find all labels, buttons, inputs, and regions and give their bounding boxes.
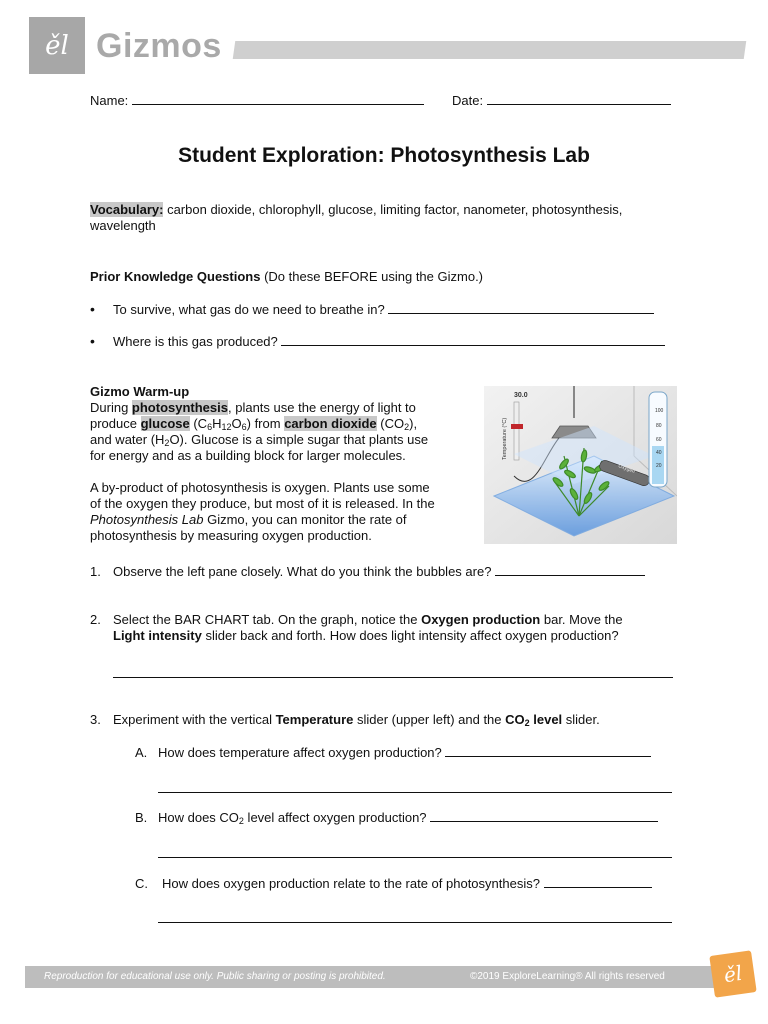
subscript: 12 <box>221 422 232 432</box>
header-bar <box>233 41 747 59</box>
cylinder-tick-label: 100 <box>655 408 664 414</box>
warmup-p2-line1: A by-product of photosynthesis is oxygen. Plants use some <box>90 480 430 495</box>
explorelearning-badge-icon <box>709 950 756 997</box>
text-run: Experiment with the vertical <box>113 712 276 727</box>
term-light-intensity: Light intensity <box>113 628 202 643</box>
prior-question-1-text: To survive, what gas do we need to breathe in? <box>113 302 385 317</box>
prior-question-2-text: Where is this gas produced? <box>113 334 278 349</box>
photosynthesis-lab-illustration <box>484 386 677 544</box>
text-run: slider back and forth. How does light intensity affect oxygen production? <box>201 628 619 643</box>
question-3c <box>162 876 652 892</box>
text-run: H <box>212 416 222 431</box>
date-blank[interactable] <box>487 93 671 105</box>
text-run: (C <box>189 416 208 431</box>
term-glucose: glucose <box>140 416 190 431</box>
vocabulary-terms: carbon dioxide, chlorophyll, glucose, limiting factor, nanometer, photosynthesis, <box>167 202 623 217</box>
text-run: , plants use the energy of light to <box>228 400 416 415</box>
warmup-p1-line1 <box>90 400 480 416</box>
prior-answer-2-blank[interactable] <box>281 334 665 346</box>
badge-text: ěl <box>722 960 744 988</box>
question-3b-label: B. <box>135 810 148 825</box>
question-3a-blank[interactable] <box>445 745 651 757</box>
question-2 <box>113 612 683 644</box>
vocabulary-label-hl <box>90 202 163 217</box>
text-run: ), <box>409 416 418 431</box>
subscript: 6 <box>241 422 247 432</box>
text-run: produce <box>90 416 141 431</box>
question-3c-blank[interactable] <box>544 876 652 888</box>
prior-knowledge-heading: Prior Knowledge Questions <box>90 269 261 284</box>
warmup-section <box>90 384 480 544</box>
question-1-number: 1. <box>90 564 101 579</box>
term-temperature: Temperature <box>275 712 354 727</box>
explorelearning-logo <box>29 17 85 74</box>
question-3c-label: C. <box>135 876 148 891</box>
text-run: slider. <box>562 712 600 727</box>
vocabulary-label: Vocabulary: <box>90 202 164 217</box>
text-run: O). Glucose is a simple sugar that plants use <box>169 432 429 447</box>
bullet-icon: • <box>90 333 95 349</box>
cylinder-tick-label: 20 <box>656 463 662 469</box>
subscript: 2 <box>238 816 244 826</box>
term-level: level <box>529 712 563 727</box>
warmup-p2-line3 <box>90 512 480 528</box>
subscript: 2 <box>524 718 530 728</box>
term-oxygen-production: Oxygen production <box>421 612 541 627</box>
subscript: 6 <box>207 422 213 432</box>
name-blank[interactable] <box>132 93 424 105</box>
term-carbon-dioxide: carbon dioxide <box>284 416 377 431</box>
question-3b-blank[interactable] <box>430 810 658 822</box>
term-photosynthesis: photosynthesis <box>131 400 228 415</box>
question-3a <box>158 745 651 761</box>
gizmo-name: Photosynthesis Lab <box>90 512 204 527</box>
text-run: O <box>231 416 242 431</box>
question-3c-text: How does oxygen production relate to the rate of photosynthesis? <box>162 876 540 891</box>
temperature-axis-label: Temperature (°C) <box>502 417 508 460</box>
page-title: Student Exploration: Photosynthesis Lab <box>178 144 590 167</box>
footer-disclaimer: Reproduction for educational use only. Public sharing or posting is prohibited. <box>44 971 386 982</box>
warmup-p1-line3 <box>90 432 480 448</box>
prior-question-2 <box>113 334 665 350</box>
logo-text: ěl <box>45 30 69 61</box>
date-field <box>452 93 671 109</box>
text-run: and water (H <box>90 432 165 447</box>
question-3 <box>113 712 600 728</box>
temperature-slider-handle <box>511 424 523 429</box>
text-run: During <box>90 400 132 415</box>
prior-question-1 <box>113 302 654 318</box>
bullet-icon: • <box>90 301 95 317</box>
question-3c-answer-line[interactable] <box>158 922 672 923</box>
subscript: 2 <box>404 422 410 432</box>
cylinder-tick-label: 40 <box>656 450 662 456</box>
question-3a-label: A. <box>135 745 148 760</box>
cylinder-tick-label: 60 <box>656 437 662 443</box>
question-3b-answer-line[interactable] <box>158 857 672 858</box>
warmup-p1-line4: for energy and as a building block for larger molecules. <box>90 448 406 463</box>
prior-knowledge-heading-row <box>90 269 483 285</box>
question-1-blank[interactable] <box>495 564 645 576</box>
name-label: Name: <box>90 93 129 108</box>
text-run: Select the BAR CHART tab. On the graph, notice the <box>113 612 422 627</box>
text-run: (CO <box>376 416 405 431</box>
question-3a-text: How does temperature affect oxygen production? <box>158 745 442 760</box>
text-run: How does CO <box>158 810 239 825</box>
text-run: ) from <box>246 416 285 431</box>
text-run: level affect oxygen production? <box>243 810 427 825</box>
footer-copyright: ©2019 ExploreLearning® All rights reserved <box>470 971 665 982</box>
warmup-heading: Gizmo Warm-up <box>90 384 190 399</box>
text-run: slider (upper left) and the <box>353 712 506 727</box>
question-3a-answer-line[interactable] <box>158 792 672 793</box>
warmup-p1-line2 <box>90 416 480 432</box>
name-field <box>90 93 424 109</box>
brand-name: Gizmos <box>96 27 222 65</box>
text-run: Gizmo, you can monitor the rate of <box>203 512 407 527</box>
prior-knowledge-note: (Do these BEFORE using the Gizmo.) <box>264 269 484 284</box>
question-2-number: 2. <box>90 612 101 627</box>
question-2-answer-line[interactable] <box>113 677 673 678</box>
question-3-number: 3. <box>90 712 101 727</box>
temperature-value: 30.0 <box>514 392 528 399</box>
prior-answer-1-blank[interactable] <box>388 302 654 314</box>
subscript: 2 <box>164 438 170 448</box>
oxygen-sensor-label: Oxygen <box>617 463 636 475</box>
warmup-p2-line4: photosynthesis by measuring oxygen production. <box>90 528 372 543</box>
vocabulary-terms-cont: wavelength <box>90 218 156 233</box>
question-1-text: Observe the left pane closely. What do you think the bubbles are? <box>113 564 492 579</box>
date-label: Date: <box>452 93 484 108</box>
warmup-p2-line2: of the oxygen they produce, but most of it is released. In the <box>90 496 435 511</box>
term-co2: CO <box>505 712 525 727</box>
question-1 <box>113 564 645 580</box>
vocabulary <box>90 202 690 234</box>
text-run: bar. Move the <box>540 612 623 627</box>
question-3b <box>158 810 658 826</box>
cylinder-tick-label: 80 <box>656 423 662 429</box>
